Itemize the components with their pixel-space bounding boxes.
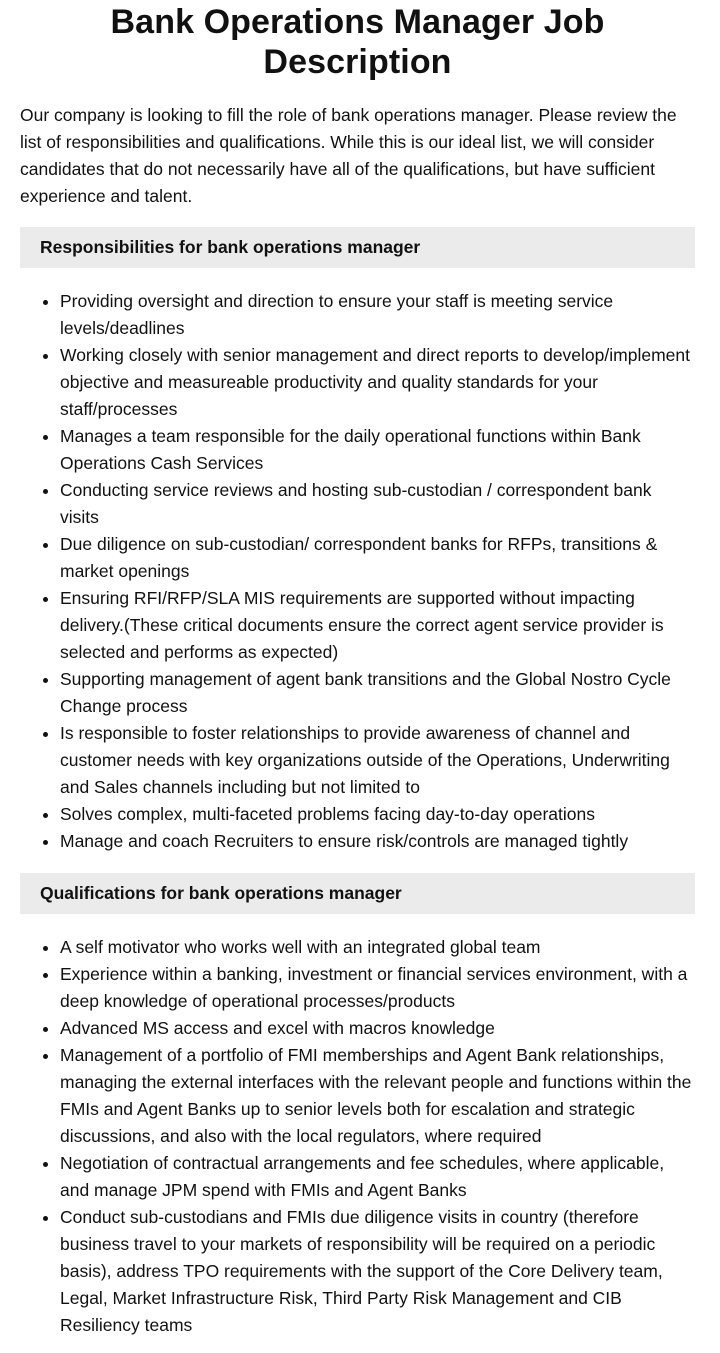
responsibilities-heading: Responsibilities for bank operations manager — [20, 227, 695, 268]
qualifications-heading: Qualifications for bank operations manager — [20, 873, 695, 914]
list-item: • Solves complex, multi-faceted problems facing day-to-day operations — [60, 801, 695, 828]
list-item: • Conduct sub-custodians and FMIs due diligence visits in country (therefore business travel to your markets of responsibility will be required on a periodic basis), address TPO requirements with the support of the Core Delivery team, Legal, Market Infrastructure Risk, Third Party Risk Management and CIB Resiliency teams — [60, 1204, 695, 1339]
responsibilities-list — [20, 288, 695, 855]
list-item: • Is responsible to foster relationships to provide awareness of channel and customer needs with key organizations outside of the Operations, Underwriting and Sales channels including but not limited to — [60, 720, 695, 801]
list-item: • Advanced MS access and excel with macros knowledge — [60, 1015, 695, 1042]
list-item: • A self motivator who works well with an integrated global team — [60, 934, 695, 961]
list-item: • Manage and coach Recruiters to ensure risk/controls are managed tightly — [60, 828, 695, 855]
list-item: • Manages a team responsible for the daily operational functions within Bank Operations Cash Services — [60, 423, 695, 477]
list-item: • Management of a portfolio of FMI memberships and Agent Bank relationships, managing the external interfaces with the relevant people and functions within the FMIs and Agent Banks up to senior levels both for escalation and strategic discussions, and also with the local regulators, where required — [60, 1042, 695, 1150]
list-item: • Experience within a banking, investment or financial services environment, with a deep knowledge of operational processes/products — [60, 961, 695, 1015]
list-item: • Negotiation of contractual arrangements and fee schedules, where applicable, and manage JPM spend with FMIs and Agent Banks — [60, 1150, 695, 1204]
qualifications-list — [20, 934, 695, 1339]
list-item: • Due diligence on sub-custodian/ correspondent banks for RFPs, transitions & market openings — [60, 531, 695, 585]
list-item: • Supporting management of agent bank transitions and the Global Nostro Cycle Change process — [60, 666, 695, 720]
list-item: • Ensuring RFI/RFP/SLA MIS requirements are supported without impacting delivery.(These critical documents ensure the correct agent service provider is selected and performs as expected) — [60, 585, 695, 666]
list-item: • Working closely with senior management and direct reports to develop/implement objective and measureable productivity and quality standards for your staff/processes — [60, 342, 695, 423]
list-item: • Providing oversight and direction to ensure your staff is meeting service levels/deadlines — [60, 288, 695, 342]
intro-paragraph: Our company is looking to fill the role of bank operations manager. Please review the list of responsibilities and qualifications. While this is our ideal list, we will consider candidates that do not necessarily have all of the qualifications, but have sufficient experience and talent. — [20, 105, 677, 206]
page-title: Bank Operations Manager Job Description — [110, 3, 605, 81]
list-item: • Conducting service reviews and hosting sub-custodian / correspondent bank visits — [60, 477, 695, 531]
